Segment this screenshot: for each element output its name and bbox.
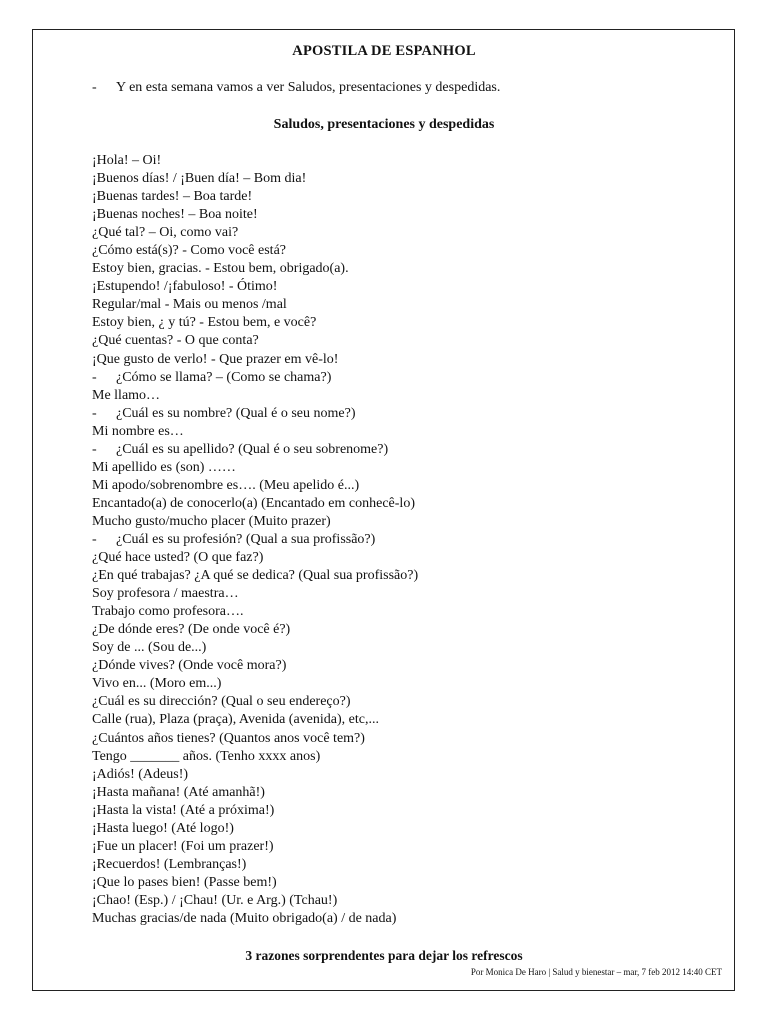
phrase-text: Me llamo… — [92, 387, 161, 403]
phrase-text: Mucho gusto/mucho placer (Muito prazer) — [92, 513, 331, 529]
phrase-text: Mi nombre es… — [92, 423, 184, 439]
phrase-text: Trabajo como profesora…. — [92, 604, 244, 620]
phrase-line — [92, 351, 712, 369]
phrase-line — [92, 766, 712, 784]
phrase-line — [92, 495, 712, 513]
list-dash: - — [92, 369, 97, 385]
phrase-line — [92, 170, 712, 188]
phrase-line — [92, 657, 712, 675]
phrase-list — [92, 152, 712, 928]
article-title: 3 razones sorprendentes para dejar los refrescos — [245, 948, 523, 963]
phrase-line — [92, 603, 712, 621]
phrase-text: ¡Hasta mañana! (Até amanhã!) — [92, 784, 265, 800]
phrase-line — [92, 513, 712, 531]
phrase-line — [92, 206, 712, 224]
phrase-line — [92, 549, 712, 567]
phrase-line — [92, 693, 712, 711]
phrase-line — [92, 820, 712, 838]
phrase-line — [92, 477, 712, 495]
phrase-text: Mi apodo/sobrenombre es…. (Meu apelido é...) — [92, 477, 360, 493]
document-title: APOSTILA DE ESPANHOL — [292, 43, 476, 59]
phrase-text: Vivo en... (Moro em...) — [92, 676, 222, 692]
phrase-line — [92, 188, 712, 206]
phrase-line — [92, 242, 712, 260]
phrase-text: ¡Buenas tardes! – Boa tarde! — [92, 189, 253, 205]
phrase-line — [92, 296, 712, 314]
phrase-line — [92, 423, 712, 441]
phrase-line — [92, 387, 712, 405]
phrase-line — [92, 585, 712, 603]
intro-dash: - — [92, 80, 97, 95]
intro-line — [92, 80, 500, 96]
phrase-line — [92, 152, 712, 170]
phrase-line — [92, 784, 712, 802]
phrase-text: ¿Cuál es su apellido? (Qual é o seu sobrenome?) — [116, 441, 389, 457]
intro-text: Y en esta semana vamos a ver Saludos, presentaciones y despedidas. — [116, 80, 501, 95]
phrase-line — [92, 405, 712, 423]
phrase-line — [92, 441, 712, 459]
phrase-text: ¿Cuál es su profesión? (Qual a sua profissão?) — [116, 531, 376, 547]
phrase-line — [92, 892, 712, 910]
phrase-line — [92, 910, 712, 928]
phrase-line — [92, 748, 712, 766]
phrase-line — [92, 711, 712, 729]
phrase-text: Soy profesora / maestra… — [92, 586, 239, 602]
phrase-text: ¡Chao! (Esp.) / ¡Chau! (Ur. e Arg.) (Tchau!) — [92, 892, 338, 908]
phrase-line — [92, 802, 712, 820]
phrase-line — [92, 224, 712, 242]
phrase-line — [92, 639, 712, 657]
phrase-line — [92, 838, 712, 856]
section-title: Saludos, presentaciones y despedidas — [273, 117, 495, 132]
phrase-line — [92, 856, 712, 874]
phrase-text: Regular/mal - Mais ou menos /mal — [92, 297, 287, 313]
phrase-text: ¡Hasta la vista! (Até a próxima!) — [92, 802, 275, 818]
phrase-text: Encantado(a) de conocerlo(a) (Encantado em conhecê-lo) — [92, 495, 415, 511]
phrase-line — [92, 531, 712, 549]
phrase-text: ¡Hasta luego! (Até logo!) — [92, 820, 234, 836]
phrase-text: Muchas gracias/de nada (Muito obrigado(a) / de nada) — [92, 910, 397, 926]
phrase-text: ¿Cuántos años tienes? (Quantos anos você tem?) — [92, 730, 365, 746]
phrase-text: ¡Que lo pases bien! (Passe bem!) — [92, 874, 277, 890]
phrase-text: Soy de ... (Sou de...) — [92, 640, 207, 656]
phrase-text: ¿Qué hace usted? (O que faz?) — [92, 550, 264, 566]
phrase-text: ¡Recuerdos! (Lembranças!) — [92, 856, 247, 872]
phrase-text: Estoy bien, gracias. - Estou bem, obrigado(a). — [92, 261, 349, 277]
phrase-line — [92, 332, 712, 350]
phrase-line — [92, 314, 712, 332]
phrase-line — [92, 459, 712, 477]
phrase-line — [92, 369, 712, 387]
phrase-text: Mi apellido es (son) …… — [92, 459, 236, 475]
phrase-line — [92, 730, 712, 748]
phrase-text: ¡Fue un placer! (Foi um prazer!) — [92, 838, 274, 854]
list-dash: - — [92, 531, 97, 547]
phrase-line — [92, 675, 712, 693]
phrase-text: ¿Cuál es su nombre? (Qual é o seu nome?) — [116, 405, 356, 421]
phrase-text: ¿Dónde vives? (Onde você mora?) — [92, 658, 287, 674]
article-byline: Por Monica De Haro | Salud y bienestar – mar, 7 feb 2012 14:40 CET — [470, 967, 722, 977]
phrase-line — [92, 278, 712, 296]
phrase-text: ¿Cómo está(s)? - Como você está? — [92, 243, 286, 259]
phrase-text: Tengo _______ años. (Tenho xxxx anos) — [92, 748, 321, 764]
phrase-text: ¿De dónde eres? (De onde você é?) — [92, 622, 291, 638]
list-dash: - — [92, 405, 97, 421]
phrase-line — [92, 260, 712, 278]
phrase-line — [92, 874, 712, 892]
phrase-text: Estoy bien, ¿ y tú? - Estou bem, e você? — [92, 315, 317, 331]
phrase-text: ¿Qué cuentas? - O que conta? — [92, 333, 259, 349]
phrase-text: ¿Cuál es su dirección? (Qual o seu endereço?) — [92, 694, 351, 710]
phrase-text: ¡Hola! – Oi! — [92, 153, 162, 168]
phrase-text: ¡Buenos días! / ¡Buen día! – Bom dia! — [92, 171, 307, 187]
phrase-text: ¡Que gusto de verlo! - Que prazer em vê-lo! — [92, 351, 339, 367]
phrase-text: ¿En qué trabajas? ¿A qué se dedica? (Qual sua profissão?) — [92, 568, 419, 584]
phrase-text: Calle (rua), Plaza (praça), Avenida (avenida), etc,... — [92, 712, 379, 728]
phrase-text: ¿Qué tal? – Oi, como vai? — [92, 225, 239, 241]
phrase-text: ¿Cómo se llama? – (Como se chama?) — [116, 369, 332, 385]
phrase-line — [92, 567, 712, 585]
phrase-text: ¡Adiós! (Adeus!) — [92, 766, 189, 782]
list-dash: - — [92, 441, 97, 457]
phrase-line — [92, 621, 712, 639]
phrase-text: ¡Buenas noches! – Boa noite! — [92, 207, 258, 223]
phrase-text: ¡Estupendo! /¡fabuloso! - Ótimo! — [92, 279, 278, 295]
